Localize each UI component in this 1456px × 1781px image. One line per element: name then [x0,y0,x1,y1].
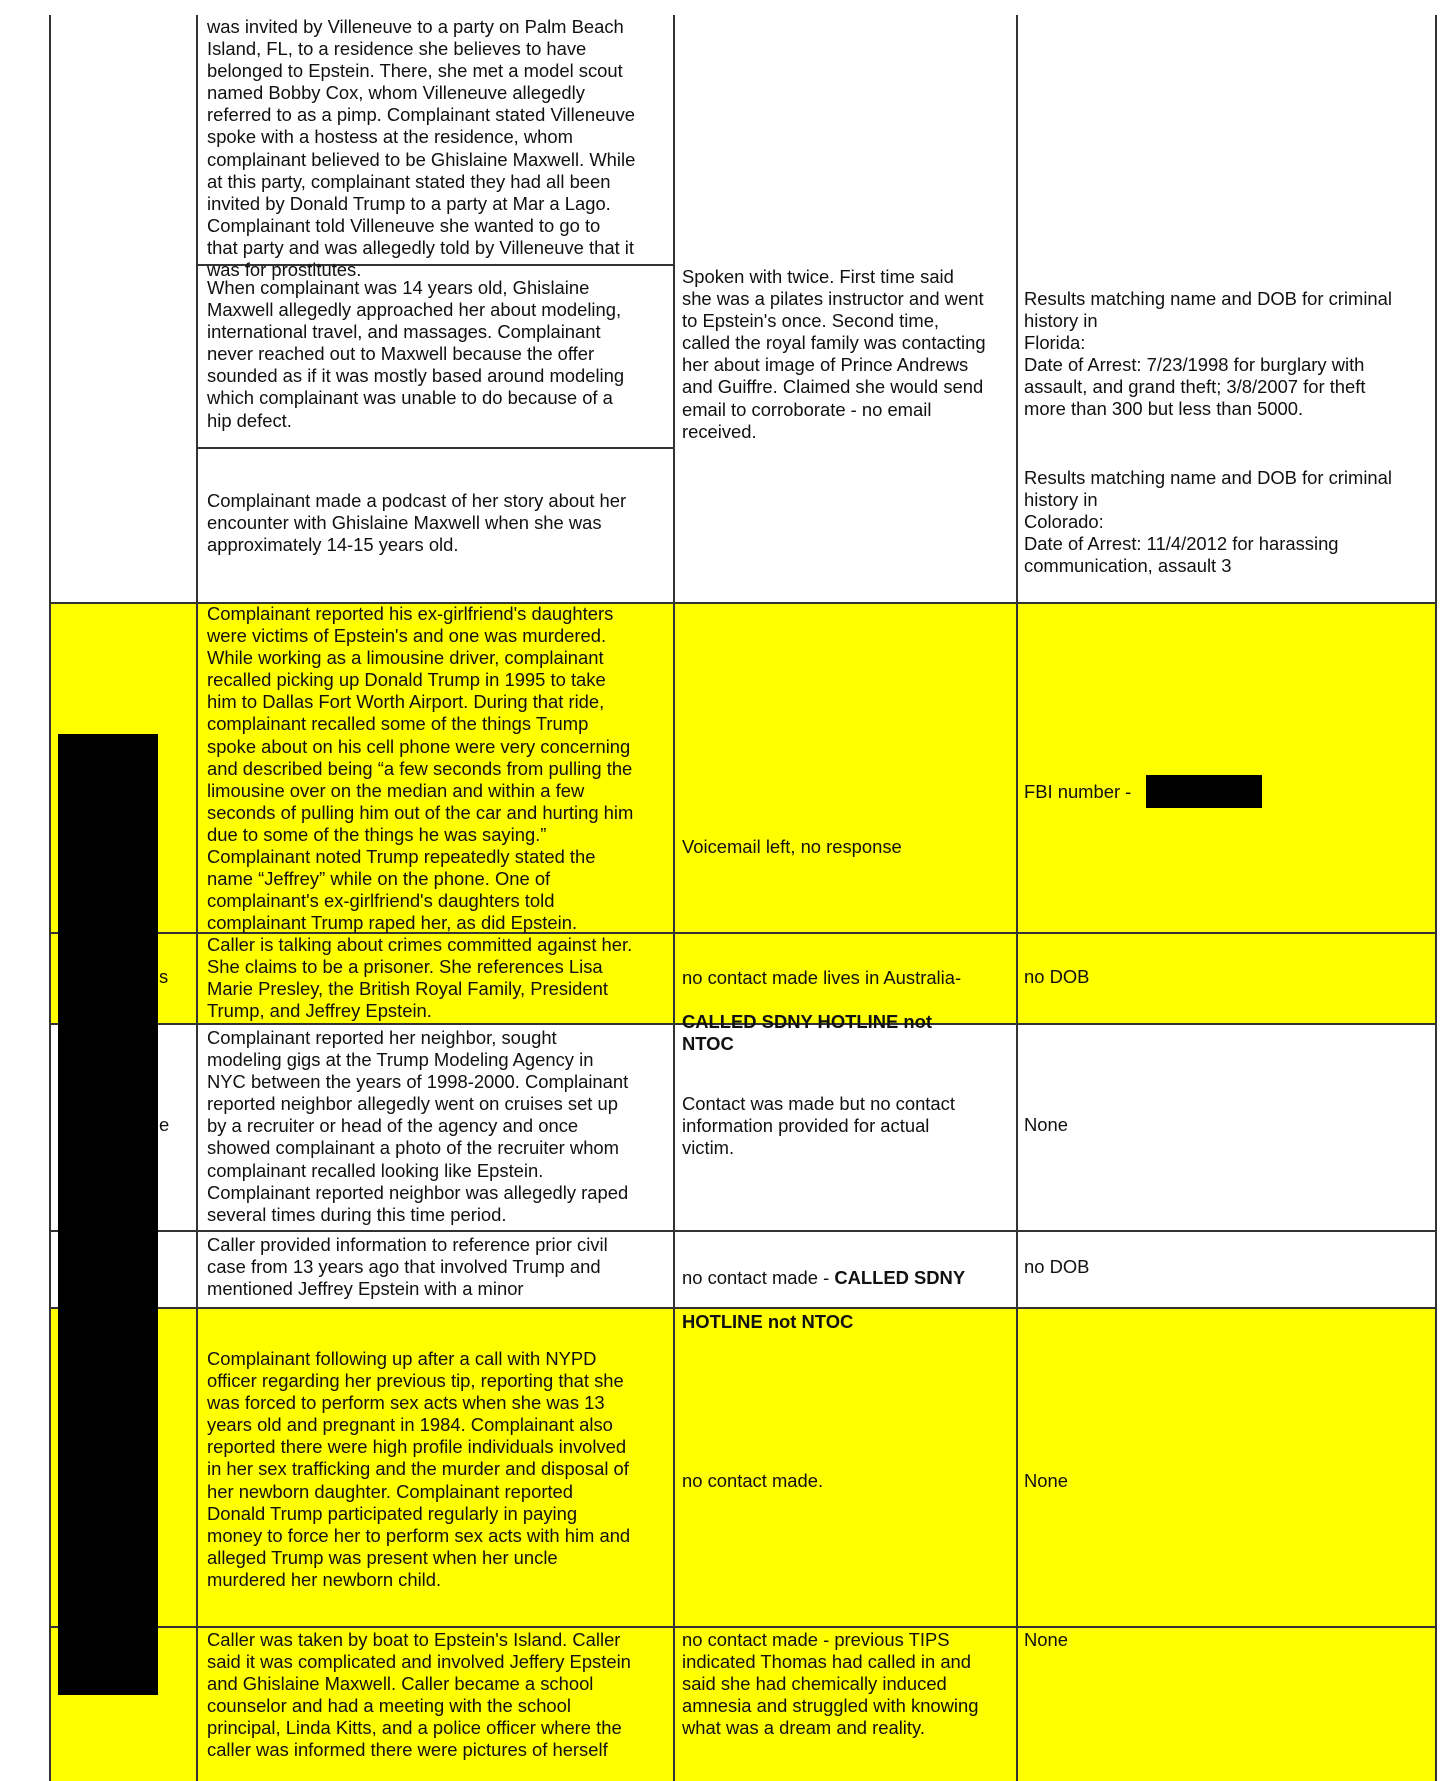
row1-description-continued: was invited by Villeneuve to a party on Palm Beach Island, FL, to a residence she believes to have belonged to Epstein. There, she met a model scout named Bobby Cox, whom Villeneuve allegedly referred to as a pimp. Complainant stated Villeneuve spoke with a hostess at the residence, whom complainant believed to be Ghislaine Maxwell. While at this party, complainant stated they had all been invited by Donald Trump to a party at Mar a Lago. Complainant told Villeneuve she wanted to go to that party and was allegedly told by Villeneuve that it was for prostitutes. [207,16,636,281]
grid-vline-name [196,15,198,1781]
grid-hline-sub2 [196,447,674,449]
row3-contact-plain: no contact made lives in Australia- [682,967,962,989]
row4-description: Complainant reported her neighbor, sought modeling gigs at the Trump Modeling Agency in NYC between the years of 1998-2000. Complainant reported neighbor allegedly went on cruises set up by a recruiter or head of the agency and once showed complainant a photo of the recruiter whom complainant recalled looking like Epstein. Complainant reported neighbor was allegedly raped several times during this time period. [207,1027,629,1225]
row3-contact-status [682,945,1012,1055]
row2-fbi-number-label: FBI number - [1024,781,1137,802]
row5-contact-plain: no contact made - [682,1267,835,1289]
row5-contact-bold-2: HOTLINE not NTOC [682,1311,854,1333]
row5-contact-bold-1: CALLED SDNY [834,1267,966,1289]
row3-contact-bold: CALLED SDNY HOTLINE not NTOC [682,1011,932,1055]
grid-vline-contact [1016,15,1018,1781]
row1-contact-status: Spoken with twice. First time said she was a pilates instructor and went to Epstein's once. Second time, called the royal family was contacting her about image of Prince Andrews and Guiffre. Claimed she would send email to corroborate - no email received. [682,266,986,442]
row4-criminal-record: None [1024,1114,1068,1135]
row7-contact-status: no contact made - previous TIPS indicated Thomas had called in and said she had chemically induced amnesia and struggled with knowing what was a dream and reality. [682,1629,979,1739]
grid-hline-row6 [49,1626,1437,1628]
fbi-number-redaction [1146,775,1262,808]
row2-description: Complainant reported his ex-girlfriend's daughters were victims of Epstein's and one was murdered. While working as a limousine driver, complainant recalled picking up Donald Trump in 1995 to take him to Dallas Fort Worth Airport. During that ride, complainant recalled some of the things Trump spoke about on his cell phone were very concerning and described being “a few seconds from pulling the limousine over on the median and within a few seconds of pulling him out of the car and hurting him due to some of the things he was saying.” Complainant noted Trump repeatedly stated the name “Jeffrey” while on the phone. One of complainant's ex-girlfriend's daughters told complainant Trump raped her, as did Epstein. [207,603,634,934]
row4-contact-status: Contact was made but no contact information provided for actual victim. [682,1093,955,1159]
row5-criminal-record: no DOB [1024,1256,1090,1277]
grid-vline-right [1435,15,1437,1781]
grid-hline-row4 [49,1230,1437,1232]
row6-criminal-record: None [1024,1470,1068,1491]
row4-name-fragment: e [159,1114,170,1135]
row1-criminal-record-florida: Results matching name and DOB for criminal history in Florida: Date of Arrest: 7/23/1998 for burglary with assault, and grand theft; 3/8/2007 for theft more than 300 but less than 5000. [1024,288,1392,420]
name-column-redaction [58,734,158,1695]
row5-description: Caller provided information to reference prior civil case from 13 years ago that involved Trump and mentioned Jeffrey Epstein with a minor [207,1234,608,1300]
grid-vline-desc [673,15,675,1781]
row7-description: Caller was taken by boat to Epstein's Island. Caller said it was complicated and involved Jeffery Epstein and Ghislaine Maxwell. Caller became a school counselor and had a meeting with the school principal, Linda Kitts, and a police officer where the caller was informed there were pictures of herself [207,1629,631,1761]
grid-vline-left [49,15,51,1781]
row3-criminal-record: no DOB [1024,966,1090,987]
row6-contact-status: no contact made. [682,1470,824,1491]
row5-contact-status [682,1245,1012,1333]
row3-name-fragment: s [159,966,169,987]
row2-contact-status: Voicemail left, no response [682,836,902,857]
row1-description-2: When complainant was 14 years old, Ghislaine Maxwell allegedly approached her about modeling, international travel, and massages. Complainant never reached out to Maxwell because the offer sounded as if it was mostly based around modeling which complainant was unable to do because of a hip defect. [207,277,625,431]
row1-description-3: Complainant made a podcast of her story about her encounter with Ghislaine Maxwell when she was approximately 14-15 years old. [207,490,627,556]
row3-description: Caller is talking about crimes committed against her. She claims to be a prisoner. She references Lisa Marie Presley, the British Royal Family, President Trump, and Jeffrey Epstein. [207,934,633,1022]
row1-criminal-record-colorado: Results matching name and DOB for criminal history in Colorado: Date of Arrest: 11/4/2012 for harassing communication, assault 3 [1024,467,1392,577]
row6-description: Complainant following up after a call with NYPD officer regarding her previous tip, reporting that she was forced to perform sex acts when she was 13 years old and pregnant in 1984. Complainant also reported there were high profile individuals involved in her sex trafficking and the murder and disposal of her newborn daughter. Complainant reported Donald Trump participated regularly in paying money to force her to perform sex acts with him and alleged Trump was present when her uncle murdered her newborn child. [207,1348,631,1590]
row7-criminal-record: None [1024,1629,1068,1650]
